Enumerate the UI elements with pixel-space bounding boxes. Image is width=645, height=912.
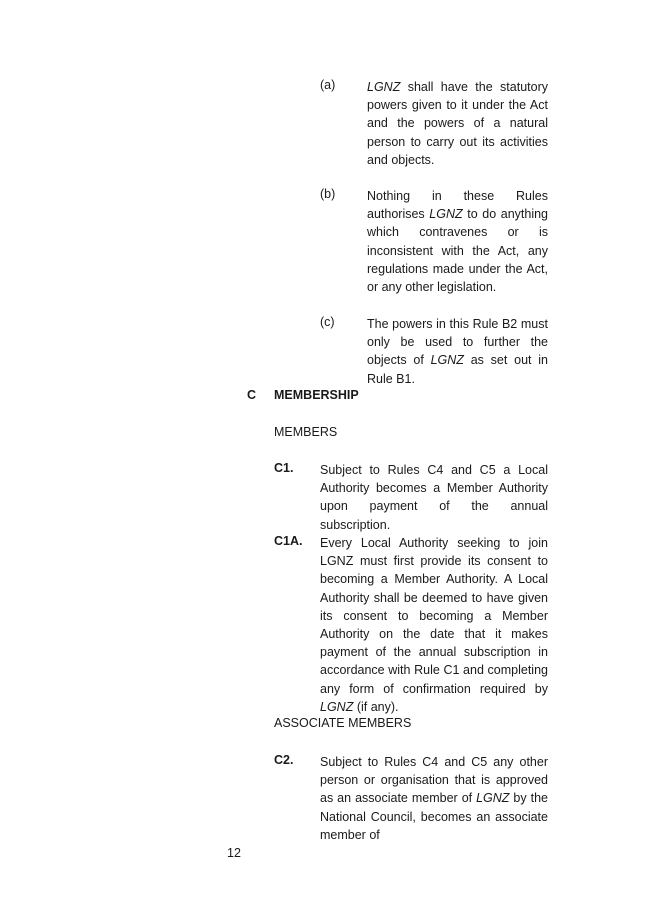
subclause-text: LGNZ shall have the statutory powers given to it under the Act and the powers of a natural person to carry out its activities and objects.: [367, 80, 548, 167]
members-heading: MEMBERS: [274, 425, 338, 439]
rule-number: C2.: [274, 753, 294, 767]
associate-members-heading: ASSOCIATE MEMBERS: [274, 716, 412, 730]
section-letter: C: [247, 388, 257, 402]
rule-text: Subject to Rules C4 and C5 a Local Authority becomes a Member Authority upon payment of the annual subscription.: [320, 463, 548, 532]
rule-number: C1A.: [274, 534, 303, 548]
subclause-text: Nothing in these Rules authorises LGNZ to do anything which contravenes or is inconsistent with the Act, any regulations made under the Act, or any other legislation.: [367, 189, 548, 295]
rule-text: Subject to Rules C4 and C5 any other person or organisation that is approved as an associate member of LGNZ by the National Council, becomes an associate member of: [320, 755, 548, 842]
subclause-label: (a): [320, 78, 336, 92]
subclause-label: (c): [320, 315, 335, 329]
subclause-label: (b): [320, 187, 336, 201]
subclause-text: The powers in this Rule B2 must only be used to further the objects of LGNZ as set out in Rule B1.: [367, 317, 548, 386]
section-title: MEMBERSHIP: [274, 388, 359, 402]
rule-text: Every Local Authority seeking to join LGNZ must first provide its consent to becoming a Member Authority. A Local Authority shall be deemed to have given its consent to becoming a Member Authority on the date that it makes payment of the annual subscription in accordance with Rule C1 and completing any form of confirmation required by LGNZ (if any).: [320, 536, 548, 714]
page-number: 12: [227, 846, 241, 860]
rule-number: C1.: [274, 461, 294, 475]
